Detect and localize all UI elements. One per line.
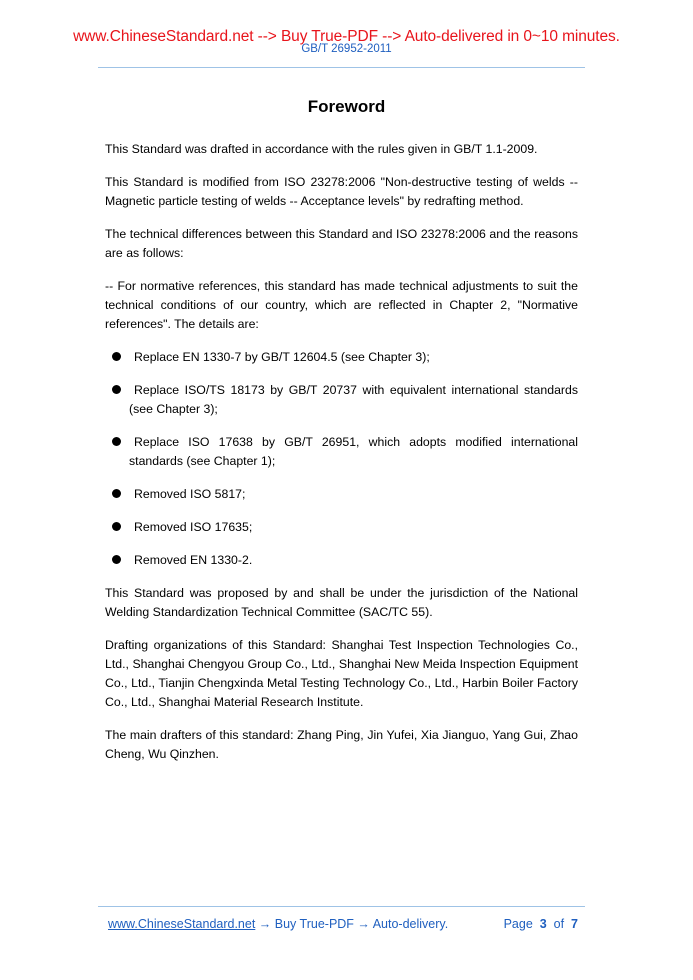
paragraph-main-drafters: The main drafters of this standard: Zhang Ping, Jin Yufei, Xia Jianguo, Yang Gui, Zhao Cheng, Wu Qinzhen. <box>105 728 578 761</box>
page-of: of <box>553 917 565 931</box>
page-total: 7 <box>571 917 578 931</box>
bullet-icon <box>112 489 121 498</box>
bullet-icon <box>112 385 121 394</box>
list-item <box>105 485 578 504</box>
footer-divider <box>98 906 585 907</box>
header-banner[interactable]: www.ChineseStandard.net --> Buy True-PDF --> Auto-delivered in 0~10 minutes. <box>73 28 620 45</box>
paragraph-technical-differences: The technical differences between this Standard and ISO 23278:2006 and the reasons are as follows: <box>105 227 578 260</box>
list-item-text: Removed ISO 17635; <box>134 520 253 534</box>
document-body <box>105 140 578 778</box>
paragraph-drafting-rules: This Standard was drafted in accordance with the rules given in GB/T 1.1-2009. <box>105 142 538 156</box>
list-item-text: Replace ISO/TS 18173 by GB/T 20737 with equivalent international standards (see Chapter 3); <box>129 383 578 416</box>
header-divider <box>98 67 585 68</box>
bullet-icon <box>112 352 121 361</box>
list-item-text: Replace ISO 17638 by GB/T 26951, which adopts modified international standards (see Chapter 1); <box>129 435 578 468</box>
page-current: 3 <box>539 917 547 931</box>
paragraph-normative-references: -- For normative references, this standard has made technical adjustments to suit the technical conditions of our country, which are reflected in Chapter 2, "Normative references". The details are: <box>105 279 578 331</box>
paragraph-modified-from: This Standard is modified from ISO 23278:2006 "Non-destructive testing of welds -- Magnetic particle testing of welds -- Acceptance levels" by redrafting method. <box>105 175 578 208</box>
list-item <box>105 433 578 471</box>
page-indicator <box>504 916 578 932</box>
standard-code: GB/T 26952-2011 <box>301 43 392 55</box>
list-item <box>105 551 578 570</box>
list-item <box>105 381 578 419</box>
list-item-text: Removed EN 1330-2. <box>134 553 253 567</box>
list-item <box>105 348 578 367</box>
differences-list <box>105 348 578 570</box>
paragraph-drafting-organizations: Drafting organizations of this Standard: Shanghai Test Inspection Technologies Co., Ltd., Shanghai Chengyou Group Co., Ltd., Shanghai New Meida Inspection Equipment Co., Ltd., Tianjin Chengxinda Metal Testing Technology Co., Ltd., Harbin Boiler Factory Co., Ltd., Shanghai Material Research Institute. <box>105 638 578 709</box>
list-item-text: Replace EN 1330-7 by GB/T 12604.5 (see Chapter 3); <box>134 350 430 364</box>
footer <box>108 916 578 932</box>
paragraph-proposed-by: This Standard was proposed by and shall be under the jurisdiction of the National Welding Standardization Technical Committee (SAC/TC 55). <box>105 586 578 619</box>
page-title: Foreword <box>307 97 386 116</box>
page-label: Page <box>503 917 533 931</box>
bullet-icon <box>112 555 121 564</box>
list-item <box>105 518 578 537</box>
footer-tagline: → Buy True-PDF → Auto-delivery. <box>255 917 449 931</box>
footer-site-link[interactable]: www.ChineseStandard.net <box>108 917 256 931</box>
bullet-icon <box>112 437 121 446</box>
bullet-icon <box>112 522 121 531</box>
list-item-text: Removed ISO 5817; <box>134 487 246 501</box>
